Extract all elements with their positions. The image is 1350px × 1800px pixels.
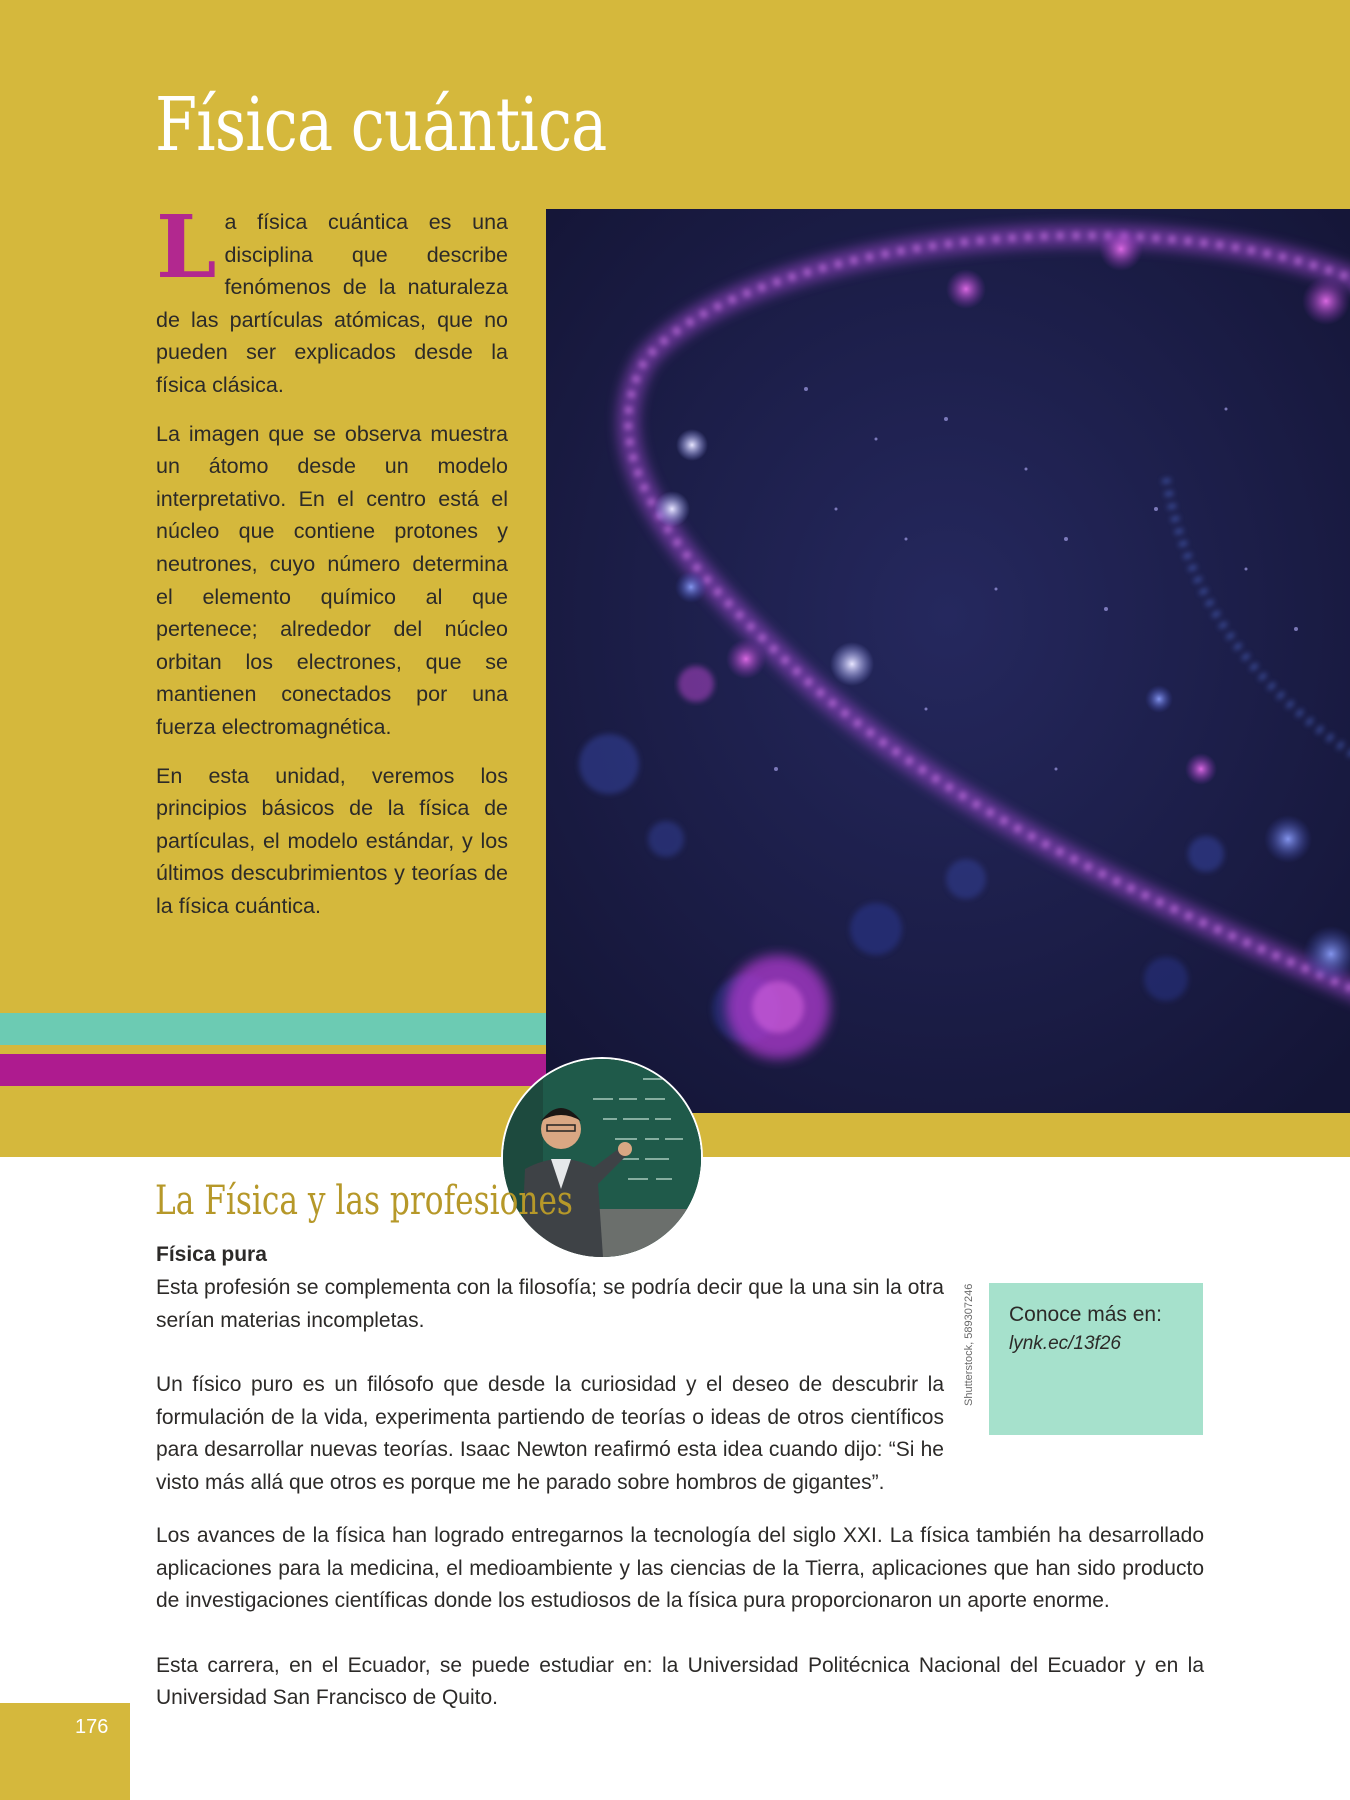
intro-paragraph-1 <box>156 197 508 402</box>
learn-more-label: Conoce más en: <box>1009 1303 1162 1326</box>
body-paragraph-2: Un físico puro es un filósofo que desde la curiosidad y el deseo de descubrir la formulación de la vida, experimenta partiendo de teorías o ideas de otros científicos para desarrollar nuevas teorías. Isaac Newton reafirmó esta idea cuando dijo: “Si he visto más allá que otros es porque me he parado sobre hombros de gigantes”. <box>156 1373 944 1494</box>
section-heading: La Física y las profesiones <box>155 1178 573 1224</box>
intro-paragraph-3: En esta unidad, veremos los principios básicos de la física de partículas, el modelo estándar, y los últimos descubrimientos y teorías de la física cuántica. <box>156 763 508 918</box>
body-paragraph-3: Los avances de la física han logrado entregarnos la tecnología del siglo XXI. La física también ha desarrollado aplicaciones para la medicina, el medioambiente y las ciencias de la Tierra, aplicaciones que han sido producto de investigaciones científicas donde los estudiosos de la física pura proporcionaron un aporte enorme. <box>156 1524 1204 1612</box>
learn-more-link[interactable]: lynk.ec/13f26 <box>1009 1333 1121 1354</box>
page-title: Física cuántica <box>155 82 607 168</box>
section-body-wide <box>156 1520 1204 1747</box>
magenta-stripe <box>0 1054 546 1086</box>
section-body-narrow <box>156 1272 944 1531</box>
intro-text <box>156 197 508 938</box>
atom-orbit-image <box>546 209 1350 1113</box>
intro-paragraph-2: La imagen que se observa muestra un átomo desde un modelo interpretativo. En el centro está el núcleo que contiene protones y neutrones, cuyo número determina el elemento químico al que pertenece; alrededor del núcleo orbitan los electrones, que se mantienen conectados por una fuerza electromagnética. <box>156 421 508 739</box>
body-paragraph-1: Esta profesión se complementa con la filosofía; se podría decir que la una sin la otra serían materias incompletas. <box>156 1276 944 1332</box>
page-number-tab <box>0 1703 130 1800</box>
body-paragraph-4: Esta carrera, en el Ecuador, se puede estudiar en: la Universidad Politécnica Nacional del Ecuador y en la Universidad San Francisco de Quito. <box>156 1653 1204 1709</box>
sub-heading: Física pura <box>156 1243 267 1266</box>
page-number: 176 <box>75 1716 109 1738</box>
intro-paragraph-1-text: a física cuántica es una disciplina que describe fenómenos de la naturaleza de las partículas atómicas, que no pueden ser explicados desde la física clásica. <box>156 210 508 397</box>
photo-credit: Shutterstock, 589307246 <box>963 1283 975 1406</box>
drop-cap: L <box>156 197 217 298</box>
teal-stripe <box>0 1013 546 1045</box>
teacher-blackboard-photo <box>501 1057 703 1259</box>
learn-more-box <box>989 1283 1203 1435</box>
